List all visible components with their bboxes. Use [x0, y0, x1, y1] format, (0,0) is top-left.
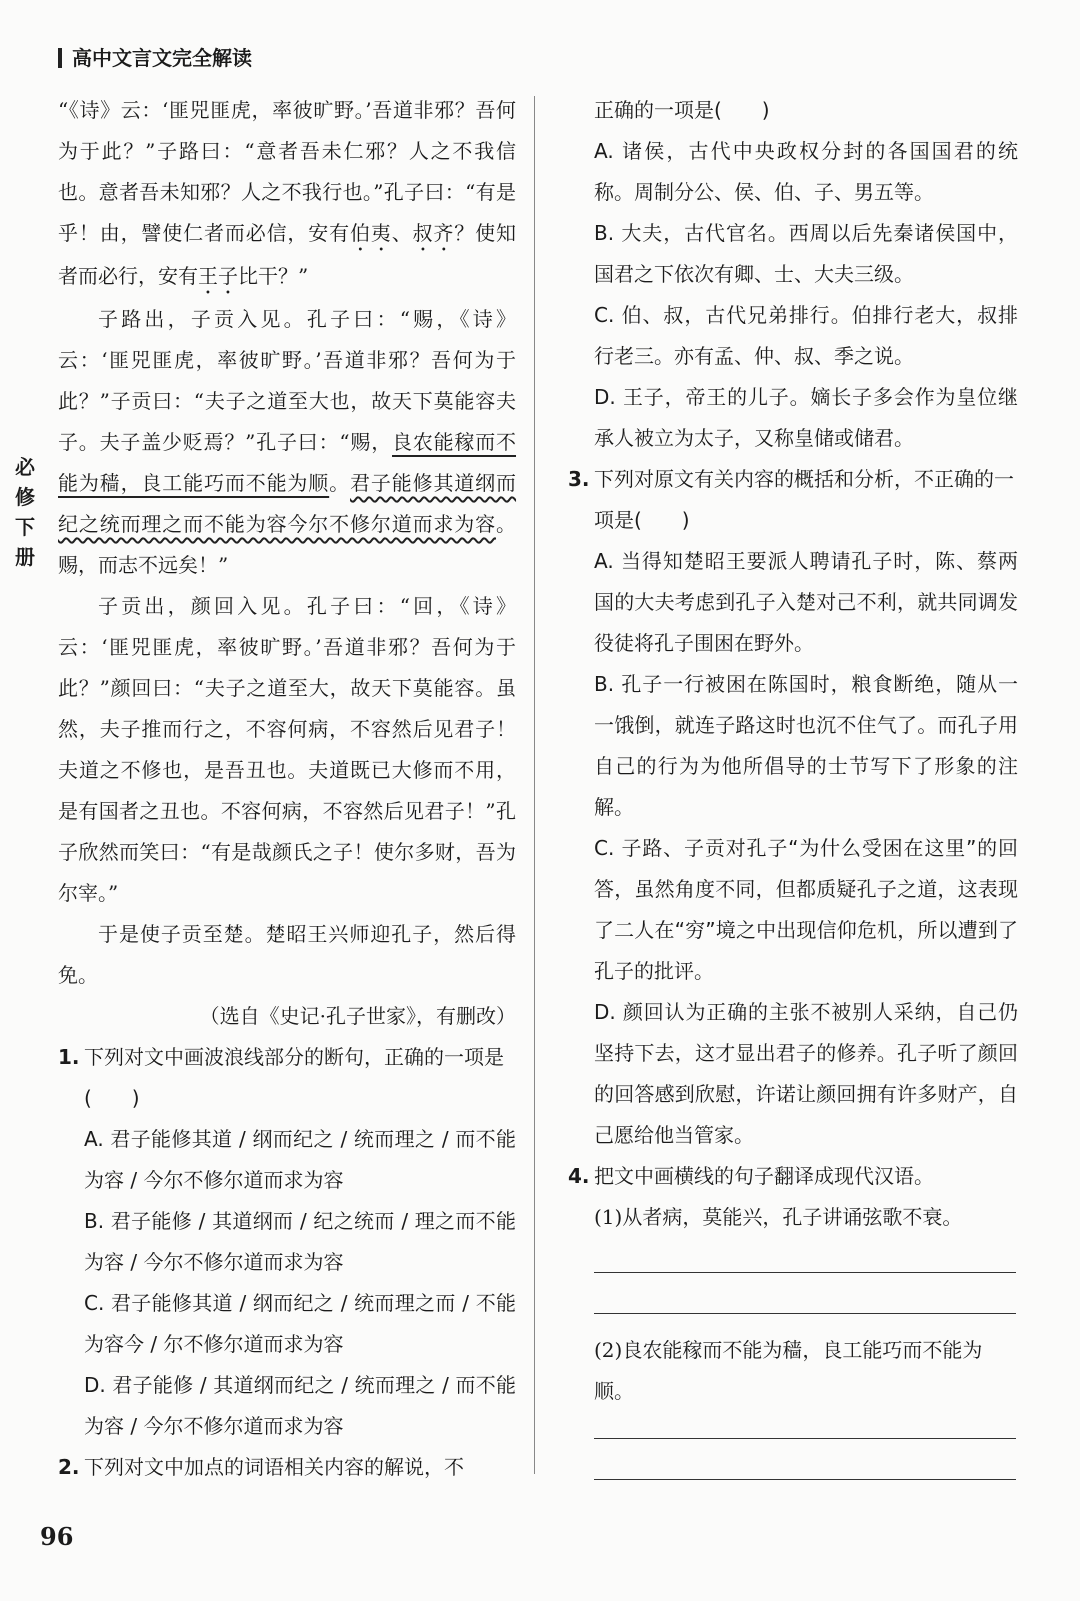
answer-line[interactable]	[594, 1479, 1016, 1480]
question-3	[568, 459, 1018, 1156]
option-a: A. 诸侯，古代中央政权分封的各国国君的统称。周制分公、侯、伯、子、男五等。	[594, 139, 1018, 204]
option-d: D. 君子能修 / 其道纲而纪之 / 统而理之 / 而不能为容 / 今尔不修尔道而求为容	[84, 1373, 516, 1438]
header-bar	[58, 48, 62, 68]
question-stem: 下列对原文有关内容的概括和分析，不正确的一项是( )	[594, 467, 1014, 532]
passage-source: （选自《史记·孔子世家》，有删改）	[199, 1004, 516, 1028]
question-stem-continued: 正确的一项是( )	[594, 98, 770, 122]
option-a: A. 当得知楚昭王要派人聘请孔子时，陈、蔡两国的大夫考虑到孔子入楚对己不利，就共同调发役徒将孔子围困在野外。	[594, 549, 1018, 655]
option-c: C. 君子能修其道 / 纲而纪之 / 统而理之而 / 不能为容今 / 尔不修尔道而求为容	[84, 1291, 516, 1356]
wavy-underlined-sentence: 君子能修其道纲而纪之统而理之而不能为容今尔不修尔道而求为容	[58, 471, 517, 536]
passage-paragraph-4: 于是使子贡至楚。楚昭王兴师迎孔子，然后得免。	[58, 922, 516, 987]
underlined-sentence: 良农能稼而不能为穑，良工能巧而不能为顺	[58, 430, 517, 495]
question-2	[568, 90, 1018, 459]
dotted-word-boyi: 伯夷	[350, 221, 392, 245]
question-number: 2.	[58, 1455, 80, 1479]
passage-paragraph-2: 子路出，子贡入见。孔子曰：“赐，《诗》云：‘匪兕匪虎，率彼旷野。’吾道非邪？吾何为于此？”子贡曰：“夫子之道至大也，故天下莫能容夫子。夫子盖少贬焉？”孔子曰：“赐，良农能稼而不能为穑，良工能巧而不能为顺。君子能修其道纲而纪之统而理之而不能为容今尔不修尔道而求为容。赐，而志不远矣！”	[58, 307, 517, 577]
question-number: 4.	[568, 1164, 590, 1188]
option-a: A. 君子能修其道 / 纲而纪之 / 统而理之 / 而不能为容 / 今尔不修尔道而求为容	[84, 1127, 516, 1192]
translation-item-2: (2)良农能稼而不能为穑，良工能巧而不能为顺。	[594, 1338, 983, 1403]
passage-paragraph-1: “《诗》云：‘匪兕匪虎，率彼旷野。’吾道非邪？吾何为于此？”子路曰：“意者吾未仁邪？人之不我信也。意者吾未知邪？人之不我行也。”孔子曰：“有是乎！由，譬使仁者而必信，安有伯夷、叔齐？使知者而必行，安有王子比干？”	[58, 98, 517, 288]
translation-item-1: (1)从者病，莫能兴，孔子讲诵弦歌不衰。	[594, 1205, 963, 1229]
page-number: 96	[40, 1522, 74, 1551]
dotted-word-wangzi: 王子	[198, 264, 238, 288]
question-stem: 下列对文中画波浪线部分的断句，正确的一项是( )	[84, 1045, 504, 1110]
question-stem: 把文中画横线的句子翻译成现代汉语。	[594, 1164, 934, 1188]
option-b: B. 孔子一行被困在陈国时，粮食断绝，随从一一饿倒，就连子路这时也沉不住气了。而孔子用自己的行为为他所倡导的士节写下了形象的注解。	[594, 672, 1018, 819]
dotted-word-shuqi: 叔齐	[412, 221, 455, 245]
side-volume-label: 必修下册	[15, 455, 35, 569]
question-4	[568, 1156, 1018, 1480]
book-title: 高中文言文完全解读	[72, 46, 252, 70]
option-c: C. 伯、叔，古代兄弟排行。伯排行老大，叔排行老三。亦有孟、仲、叔、季之说。	[594, 303, 1018, 368]
right-column	[568, 90, 1018, 1480]
option-c: C. 子路、子贡对孔子“为什么受困在这里”的回答，虽然角度不同，但都质疑孔子之道，这表现了二人在“穷”境之中出现信仰危机，所以遭到了孔子的批评。	[594, 836, 1018, 983]
question-1	[58, 1037, 516, 1447]
question-number: 1.	[58, 1045, 80, 1069]
option-d: D. 颜回认为正确的主张不被别人采纳，自己仍坚持下去，这才显出君子的修养。孔子听了颜回的回答感到欣慰，许诺让颜回拥有许多财产，自己愿给他当管家。	[594, 1000, 1018, 1147]
passage-paragraph-3: 子贡出，颜回入见。孔子曰：“回，《诗》云：‘匪兕匪虎，率彼旷野。’吾道非邪？吾何为于此？”颜回曰：“夫子之道至大，故天下莫能容。虽然，夫子推而行之，不容何病，不容然后见君子！夫道之不修也，是吾丑也。夫道既已大修而不用，是有国者之丑也。不容何病，不容然后见君子！”孔子欣然而笑曰：“有是哉颜氏之子！使尔多财，吾为尔宰。”	[58, 594, 516, 905]
column-divider	[534, 96, 535, 1474]
question-2-stem-start: 2. 下列对文中加点的词语相关内容的解说，不	[58, 1447, 516, 1488]
left-column	[58, 90, 516, 1488]
question-number: 3.	[568, 467, 590, 491]
running-header	[58, 42, 252, 71]
option-d: D. 王子，帝王的儿子。嫡长子多会作为皇位继承人被立为太子，又称皇储或储君。	[594, 385, 1018, 450]
option-b: B. 大夫，古代官名。西周以后先秦诸侯国中，国君之下依次有卿、士、大夫三级。	[594, 221, 1018, 286]
option-b: B. 君子能修 / 其道纲而 / 纪之统而 / 理之而不能为容 / 今尔不修尔道而求为容	[84, 1209, 516, 1274]
